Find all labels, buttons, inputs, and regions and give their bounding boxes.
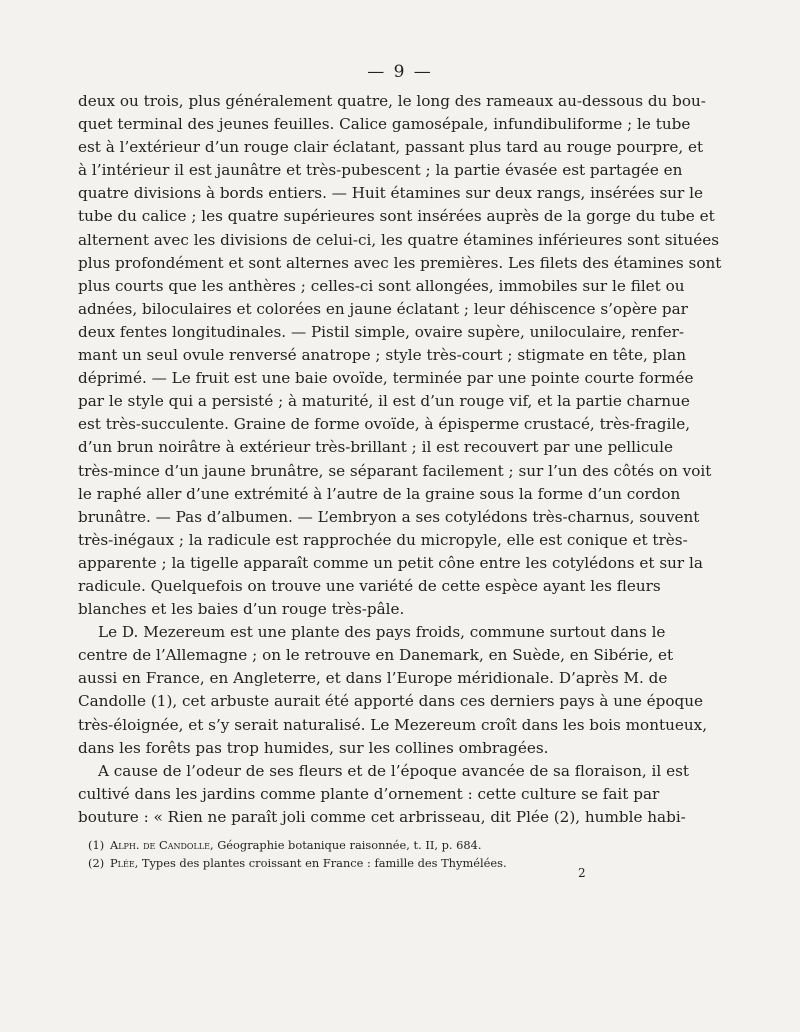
text-line: très-inégaux ; la radicule est rapprochée du micropyle, elle est conique et très-: [78, 530, 688, 549]
text-line: brunâtre. — Pas d’albumen. — L’embryon a ses cotylédons très-charnus, souvent: [78, 507, 700, 526]
footnote-author: Alph. de Candolle,: [110, 838, 214, 852]
text-line: est très-succulente. Graine de forme ovoïde, à épisperme crustacé, très-fragile,: [78, 415, 691, 434]
text-line: plus courts que les anthères ; celles-ci sont allongées, immobiles sur le filet ou: [78, 276, 685, 295]
text-line: dans les forêts pas trop humides, sur les collines ombragées.: [78, 738, 549, 757]
text-line: Candolle (1), cet arbuste aurait été apporté dans ces derniers pays à une époque: [78, 692, 704, 711]
text-line: bouture : « Rien ne paraît joli comme cet arbrisseau, dit Plée (2), humble habi-: [78, 807, 686, 826]
page-number: — 9 —: [367, 62, 433, 82]
text-line: tube du calice ; les quatre supérieures sont insérées auprès de la gorge du tube et: [78, 207, 715, 226]
text-line: alternent avec les divisions de celui-ci, les quatre étamines inférieures sont situées: [78, 230, 720, 249]
text-line: blanches et les baies d’un rouge très-pâle.: [78, 600, 405, 619]
text-line: radicule. Quelquefois on trouve une variété de cette espèce ayant les fleurs: [78, 576, 661, 595]
body-text: [78, 90, 722, 829]
text-line: quatre divisions à bords entiers. — Huit étamines sur deux rangs, insérées sur le: [78, 184, 703, 203]
footnote-number: (2): [88, 856, 105, 870]
text-line: adnées, biloculaires et colorées en jaune éclatant ; leur déhiscence s’opère par: [78, 299, 688, 318]
footnote-text: Types des plantes croissant en France : famille des Thymélées.: [138, 856, 507, 870]
text-line: mant un seul ovule renversé anatrope ; style très-court ; stigmate en tête, plan: [78, 346, 687, 365]
footnote-text: Géographie botanique raisonnée, t. II, p. 684.: [213, 838, 482, 852]
text-line: très-mince d’un jaune brunâtre, se séparant facilement ; sur l’un des côtés on voit: [78, 461, 712, 480]
text-line: centre de l’Allemagne ; on le retrouve en Danemark, en Suède, en Sibérie, et: [78, 646, 674, 665]
text-line: quet terminal des jeunes feuilles. Calice gamosépale, infundibuliforme ; le tube: [78, 115, 691, 134]
footnote-2: [88, 854, 640, 872]
text-line: très-éloignée, et s’y serait naturalisé. Le Mezereum croît dans les bois montueux,: [78, 715, 708, 734]
text-line: cultivé dans les jardins comme plante d’ornement : cette culture se fait par: [78, 784, 660, 803]
text-line: le raphé aller d’une extrémité à l’autre de la graine sous la forme d’un cordon: [78, 484, 681, 503]
footnote-author: Plée,: [110, 856, 139, 870]
text-line: est à l’extérieur d’un rouge clair éclatant, passant plus tard au rouge pourpre, et: [78, 138, 704, 157]
text-line: apparente ; la tigelle apparaît comme un petit cône entre les cotylédons et sur la: [78, 553, 703, 572]
footnote-1: [88, 836, 640, 854]
text-line: Le D. Mezereum est une plante des pays froids, commune surtout dans le: [98, 623, 666, 642]
text-line: par le style qui a persisté ; à maturité, il est d’un rouge vif, et la partie charnue: [78, 392, 690, 411]
text-line: d’un brun noirâtre à extérieur très-brillant ; il est recouvert par une pellicule: [78, 438, 673, 457]
paragraph-2: [78, 621, 708, 760]
text-line: A cause de l’odeur de ses fleurs et de l’époque avancée de sa floraison, il est: [98, 761, 689, 780]
text-line: deux ou trois, plus généralement quatre, le long des rameaux au-dessous du bou-: [78, 92, 706, 110]
text-line: deux fentes longitudinales. — Pistil simple, ovaire supère, uniloculaire, renfer-: [78, 322, 685, 341]
paragraph-3: [78, 760, 689, 829]
text-line: aussi en France, en Angleterre, et dans l’Europe méridionale. D’après M. de: [78, 669, 668, 688]
text-line: à l’intérieur il est jaunâtre et très-pubescent ; la partie évasée est partagée en: [78, 161, 683, 180]
footnote-number: (1): [88, 838, 105, 852]
signature-mark: 2: [578, 866, 586, 880]
text-line: déprimé. — Le fruit est une baie ovoïde, terminée par une pointe courte formée: [78, 369, 694, 388]
footnotes: [88, 836, 640, 872]
text-line: plus profondément et sont alternes avec les premières. Les filets des étamines sont: [78, 253, 722, 272]
paragraph-1: [78, 90, 722, 621]
